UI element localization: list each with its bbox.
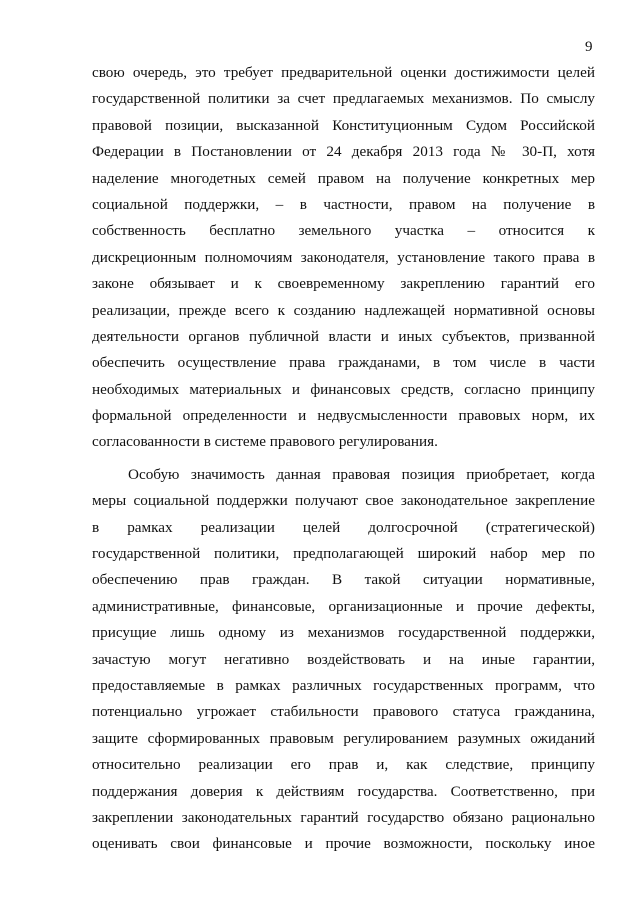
text-line: меры социальной поддержки получают свое законодательное закрепление: [92, 492, 595, 510]
text-line: свою очередь, это требует предварительной оценки достижимости целей: [92, 64, 595, 81]
text-line: формальной определенности и недвусмысленности правовых норм, их: [92, 407, 595, 425]
page-number: 9: [585, 39, 593, 55]
text-line: реализации, прежде всего к созданию надлежащей нормативной основы: [92, 301, 595, 319]
text-line: зачастую могут негативно воздействовать и на иные гарантии,: [92, 650, 595, 668]
text-line: дискреционным полномочиям законодателя, установление такого права в: [92, 248, 595, 266]
text-line: согласованности в системе правового регулирования.: [92, 433, 438, 451]
text-line: поддержания доверия к действиям государства. Соответственно, при: [92, 782, 595, 800]
text-line: государственной политики за счет предлагаемых механизмов. По смыслу: [92, 90, 595, 108]
text-line: в рамках реализации целей долгосрочной (стратегической): [92, 518, 595, 536]
text-line: защите сформированных правовым регулированием разумных ожиданий: [92, 729, 595, 747]
text-line: собственность бесплатно земельного участка – относится к: [92, 222, 595, 240]
document-body: [92, 60, 595, 858]
text-line: закреплении законодательных гарантий государство обязано рационально: [92, 808, 595, 826]
text-line: обеспечить осуществление права гражданами, в том числе в части: [92, 354, 595, 372]
text-line: необходимых материальных и финансовых средств, согласно принципу: [92, 380, 595, 398]
text-line: обеспечению прав граждан. В такой ситуации нормативные,: [92, 571, 595, 589]
paragraph-2: [92, 462, 595, 858]
text-line: присущие лишь одному из механизмов государственной поддержки,: [92, 624, 595, 642]
text-line: оценивать свои финансовые и прочие возможности, поскольку иное: [92, 835, 595, 853]
text-line: государственной политики, предполагающей широкий набор мер по: [92, 545, 595, 563]
text-line: Особую значимость данная правовая позиция приобретает, когда: [128, 465, 595, 483]
text-line: правовой позиции, высказанной Конституционным Судом Российской: [92, 116, 595, 134]
text-line: административные, финансовые, организационные и прочие дефекты,: [92, 597, 595, 615]
text-line: относительно реализации его прав и, как следствие, принципу: [92, 756, 595, 774]
text-line: наделение многодетных семей правом на получение конкретных мер: [92, 169, 595, 187]
text-line: потенциально угрожает стабильности правового статуса гражданина,: [92, 703, 595, 721]
text-line: законе обязывает и к своевременному закреплению гарантий его: [92, 275, 595, 293]
paragraph-1: [92, 60, 595, 456]
text-line: Федерации в Постановлении от 24 декабря 2013 года № 30-П, хотя: [92, 143, 595, 161]
text-line: предоставляемые в рамках различных государственных программ, что: [92, 676, 595, 694]
text-line: деятельности органов публичной власти и иных субъектов, призванной: [92, 327, 595, 345]
text-line: социальной поддержки, – в частности, правом на получение в: [92, 195, 595, 213]
